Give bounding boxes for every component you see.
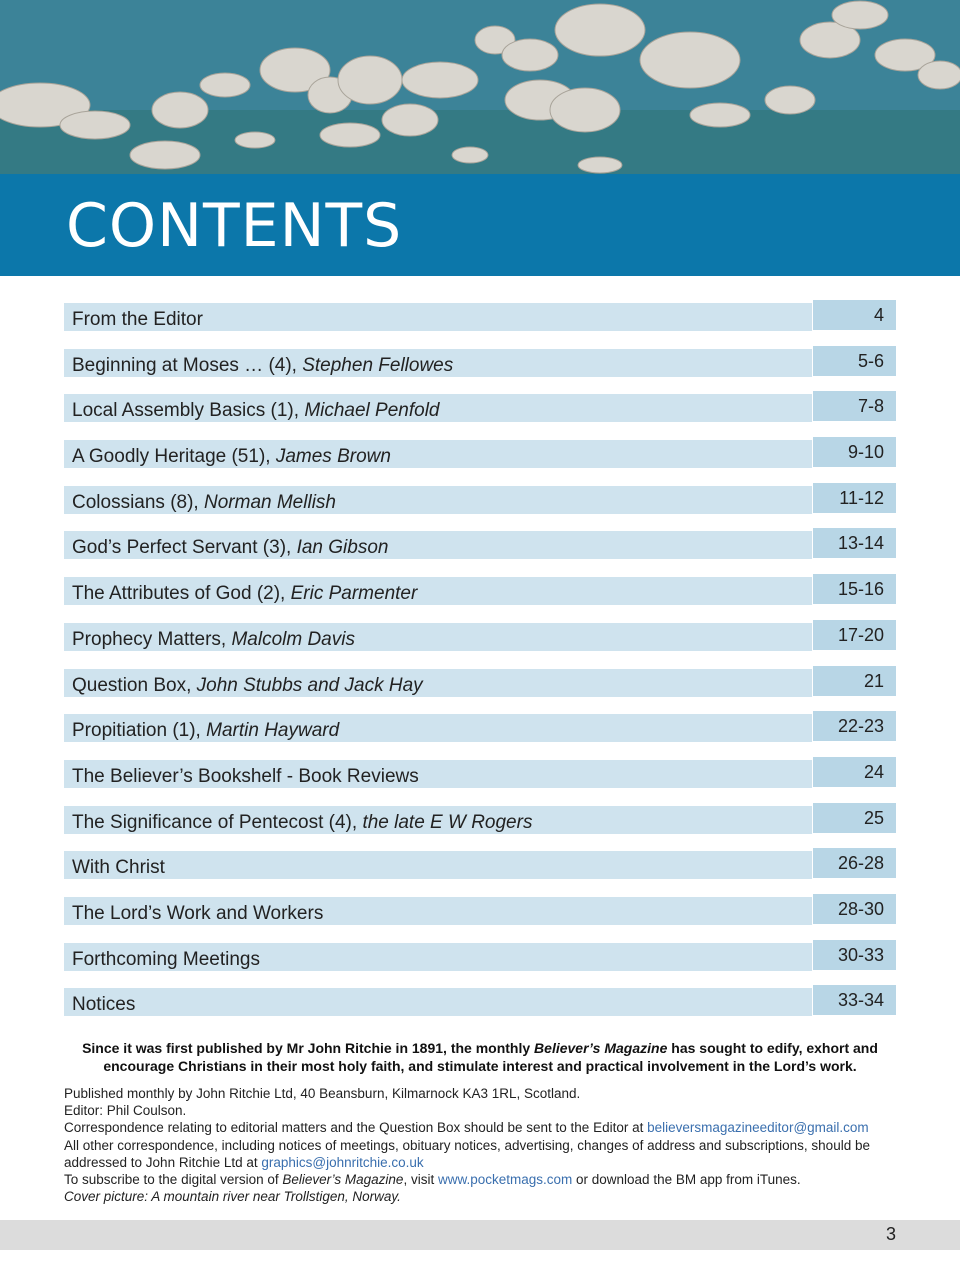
toc-article-title: Prophecy Matters,: [72, 628, 232, 650]
toc-article-title: Colossians (8),: [72, 491, 204, 513]
toc-entry[interactable]: [64, 574, 896, 604]
toc-author: James Brown: [275, 446, 391, 468]
toc-entry-title: [64, 806, 812, 834]
toc-entry[interactable]: [64, 483, 896, 513]
publisher-line: Published monthly by John Ritchie Ltd, 40 Beansburn, Kilmarnock KA3 1RL, Scotland.: [64, 1086, 581, 1101]
toc-entry[interactable]: [64, 437, 896, 467]
toc-entry[interactable]: [64, 757, 896, 787]
toc-entry[interactable]: [64, 940, 896, 970]
toc-article-title: From the Editor: [72, 309, 203, 330]
toc-page-range: 28-30: [813, 894, 896, 924]
toc-page-range: 17-20: [813, 620, 896, 650]
toc-entry-title: [64, 349, 812, 377]
toc-page-range: 4: [813, 300, 896, 330]
toc-page-range: 11-12: [813, 483, 896, 513]
toc-article-title: Question Box,: [72, 674, 197, 696]
toc-page-range: 26-28: [813, 848, 896, 878]
toc-entry[interactable]: [64, 985, 896, 1015]
footer-bar: [0, 1220, 960, 1250]
toc-entry[interactable]: [64, 803, 896, 833]
toc-article-title: Notices: [72, 994, 136, 1016]
cover-photo: [0, 0, 960, 174]
toc-author: Malcolm Davis: [231, 628, 355, 650]
toc-entry-title: [64, 303, 812, 331]
toc-entry-title: [64, 851, 812, 879]
toc-article-title: The Significance of Pentecost (4),: [72, 811, 363, 833]
toc-author: Eric Parmenter: [290, 583, 418, 605]
table-of-contents: [64, 300, 896, 1031]
toc-entry-title: [64, 760, 812, 788]
toc-article-title: Forthcoming Meetings: [72, 948, 260, 970]
other-correspondence-line: All other correspondence, including notices of meetings, obituary notices, advertising, changes of address and subscriptions, should be addressed to John Ritchie Ltd at graphics@johnritchie.co.uk: [64, 1137, 870, 1170]
toc-entry-title: [64, 714, 812, 742]
toc-article-title: Beginning at Moses … (4),: [72, 354, 303, 376]
toc-page-range: 33-34: [813, 985, 896, 1015]
toc-article-title: Local Assembly Basics (1),: [72, 400, 305, 422]
toc-article-title: The Believer’s Bookshelf - Book Reviews: [72, 765, 419, 787]
toc-page-range: 21: [813, 666, 896, 696]
toc-author: John Stubbs and Jack Hay: [196, 674, 423, 696]
toc-entry-title: [64, 394, 812, 422]
toc-entry[interactable]: [64, 711, 896, 741]
toc-entry-title: [64, 577, 812, 605]
toc-page-range: 5-6: [813, 346, 896, 376]
toc-page-range: 22-23: [813, 711, 896, 741]
publication-info: [64, 1085, 904, 1205]
toc-entry[interactable]: [64, 346, 896, 376]
graphics-email-link[interactable]: graphics@johnritchie.co.uk: [261, 1154, 424, 1170]
toc-page-range: 9-10: [813, 437, 896, 467]
toc-article-title: God’s Perfect Servant (3),: [72, 537, 297, 559]
toc-article-title: Propitiation (1),: [72, 720, 207, 742]
toc-page-range: 24: [813, 757, 896, 787]
toc-entry-title: [64, 988, 812, 1016]
toc-author: Ian Gibson: [296, 537, 389, 559]
toc-entry-title: [64, 669, 812, 697]
toc-page-range: 25: [813, 803, 896, 833]
toc-author: the late E W Rogers: [362, 811, 533, 833]
toc-page-range: 7-8: [813, 391, 896, 421]
toc-entry[interactable]: [64, 894, 896, 924]
toc-entry[interactable]: [64, 391, 896, 421]
toc-page-range: 13-14: [813, 528, 896, 558]
toc-author: Norman Mellish: [204, 491, 336, 513]
cover-caption: Cover picture: A mountain river near Trollstigen, Norway.: [64, 1189, 401, 1205]
river-rocks-illustration: [0, 0, 960, 174]
toc-entry-title: [64, 897, 812, 925]
page-number: 3: [885, 1224, 896, 1244]
toc-entry[interactable]: [64, 848, 896, 878]
correspondence-line: Correspondence relating to editorial matters and the Question Box should be sent to the Editor at believersmagazineeditor@gmail.com: [64, 1120, 869, 1136]
toc-entry-title: [64, 486, 812, 514]
toc-author: Michael Penfold: [304, 400, 440, 422]
toc-entry[interactable]: [64, 666, 896, 696]
toc-article-title: A Goodly Heritage (51),: [72, 446, 276, 468]
toc-entry-title: [64, 623, 812, 651]
subscribe-line: To subscribe to the digital version of Believer’s Magazine, visit www.pocketmags.com or download the BM app from iTunes.: [64, 1172, 801, 1188]
toc-author: Stephen Fellowes: [302, 354, 454, 376]
editor-line: Editor: Phil Coulson.: [64, 1103, 187, 1119]
toc-article-title: The Attributes of God (2),: [72, 583, 291, 605]
page-title: CONTENTS: [66, 191, 403, 261]
toc-page-range: 15-16: [813, 574, 896, 604]
toc-entry[interactable]: [64, 620, 896, 650]
toc-article-title: With Christ: [72, 857, 165, 879]
toc-article-title: The Lord’s Work and Workers: [72, 902, 324, 924]
editor-email-link[interactable]: believersmagazineeditor@gmail.com: [647, 1120, 869, 1136]
toc-entry-title: [64, 943, 812, 971]
mission-statement: Since it was first published by Mr John Ritchie in 1891, the monthly Believer’s Magazine has sought to edify, exhort and encourage Christians in their most holy faith, and stimulate interest and practical involvement in the Lord’s work.: [82, 1040, 878, 1074]
toc-entry-title: [64, 531, 812, 559]
toc-author: Martin Hayward: [206, 720, 340, 742]
toc-entry[interactable]: [64, 300, 896, 330]
pocketmags-link[interactable]: www.pocketmags.com: [437, 1172, 573, 1188]
toc-page-range: 30-33: [813, 940, 896, 970]
toc-entry[interactable]: [64, 528, 896, 558]
toc-entry-title: [64, 440, 812, 468]
